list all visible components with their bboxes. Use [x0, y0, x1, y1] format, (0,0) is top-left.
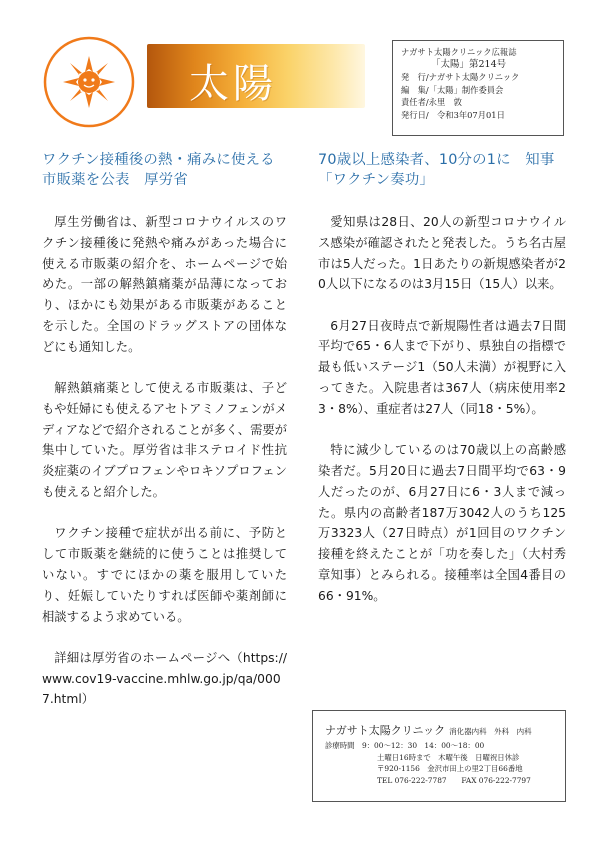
left-article-paragraph: 厚生労働省は、新型コロナウイルスのワクチン接種後に発熱や痛みがあった場合に使える市販薬の紹介を、ホームページで始めた。一部の解熱鎮痛薬が品薄になっており、ほかにも効果がある市販薬があることを示した。全国のドラッグストアの団体などにも通知した。 [42, 215, 287, 354]
issue-number: 「太陽」第214号 [431, 58, 507, 70]
right-article-headline: 70歳以上感染者、10分の1に 知事「ワクチン奏功」 [318, 152, 555, 188]
left-article-paragraph: ワクチン接種で症状が出る前に、予防として市販薬を継続的に使うことは推奨していない。すでにほかの薬を服用していたり、妊娠していたりすれば医師や薬剤師に相談するよう求めている。 [42, 526, 287, 624]
newsletter-title: 太陽 [189, 61, 277, 107]
publisher: 発 行/ナガサト太陽クリニック [401, 72, 520, 83]
clinic-contact: TEL 076-222-7787 FAX 076-222-7797 [377, 775, 531, 785]
clinic-hours: 診療時間 9：00～12：30 14：00～18：00 [325, 741, 485, 750]
right-article-paragraph: 愛知県は28日、20人の新型コロナウイルス感染が確認されたと発表した。うち名古屋市は5人だった。1日あたりの新規感染者が20人以下になるのは3月15日（15人）以来。 [318, 215, 566, 292]
left-article-paragraph: 詳細は厚労省のホームページへ（https://www.cov19-vaccine.mhlw.go.jp/qa/0007.html） [42, 650, 287, 707]
left-article [42, 150, 287, 731]
left-article-headline: ワクチン接種後の熱・痛みに使える市販薬を公表 厚労省 [42, 152, 275, 188]
clinic-info-box [312, 710, 566, 802]
left-article-paragraph: 解熱鎮痛薬として使える市販薬は、子どもや妊婦にも使えるアセトアミノフェンがメディアなどで紹介されることが多く、需要が集中していた。厚労省は非ステロイド性抗炎症薬のイブプロフェンやロキソプロフェンも使えると紹介した。 [42, 381, 287, 500]
clinic-hours-note: 土曜日16時まで 木曜午後 日曜祝日休診 [377, 752, 520, 762]
responsible-person: 責任者/永里 敦 [401, 97, 462, 108]
right-article [318, 150, 566, 627]
right-article-paragraph: 6月27日夜時点で新規陽性者は過去7日間平均で65・6人まで下がり、県独自の指標で最も低いステージ1（50人未満）が視野に入ってきた。入院患者は367人（病床使用率23・8%）、重症者は27人（同18・5%）。 [318, 318, 566, 416]
right-article-paragraph: 特に減少しているのは70歳以上の高齢感染者だ。5月20日に過去7日間平均で63・9人だったのが、6月27日に6・3人まで減った。県内の高齢者187万3042人のうち125万3323人（27日時点）が1回目のワクチン接種を終えたことが「功を奏した」（大村秀章知事）とみられる。接種率は全国4番目の66・91%。 [318, 443, 566, 603]
publication-info-box [392, 40, 564, 136]
clinic-address: 〒920-1156 金沢市田上の里2丁目66番地 [377, 764, 523, 774]
clinic-departments: 消化器内科 外科 内科 [449, 727, 532, 736]
sun-logo-icon [43, 36, 135, 128]
clinic-name: ナガサト太陽クリニック [325, 724, 446, 737]
editor: 編 集/「太陽」制作委員会 [401, 84, 504, 95]
publish-date: 発行日/ 令和3年07月01日 [401, 109, 505, 120]
newsletter-name: ナガサト太陽クリニック広報誌 [401, 47, 517, 57]
title-banner [147, 44, 365, 108]
